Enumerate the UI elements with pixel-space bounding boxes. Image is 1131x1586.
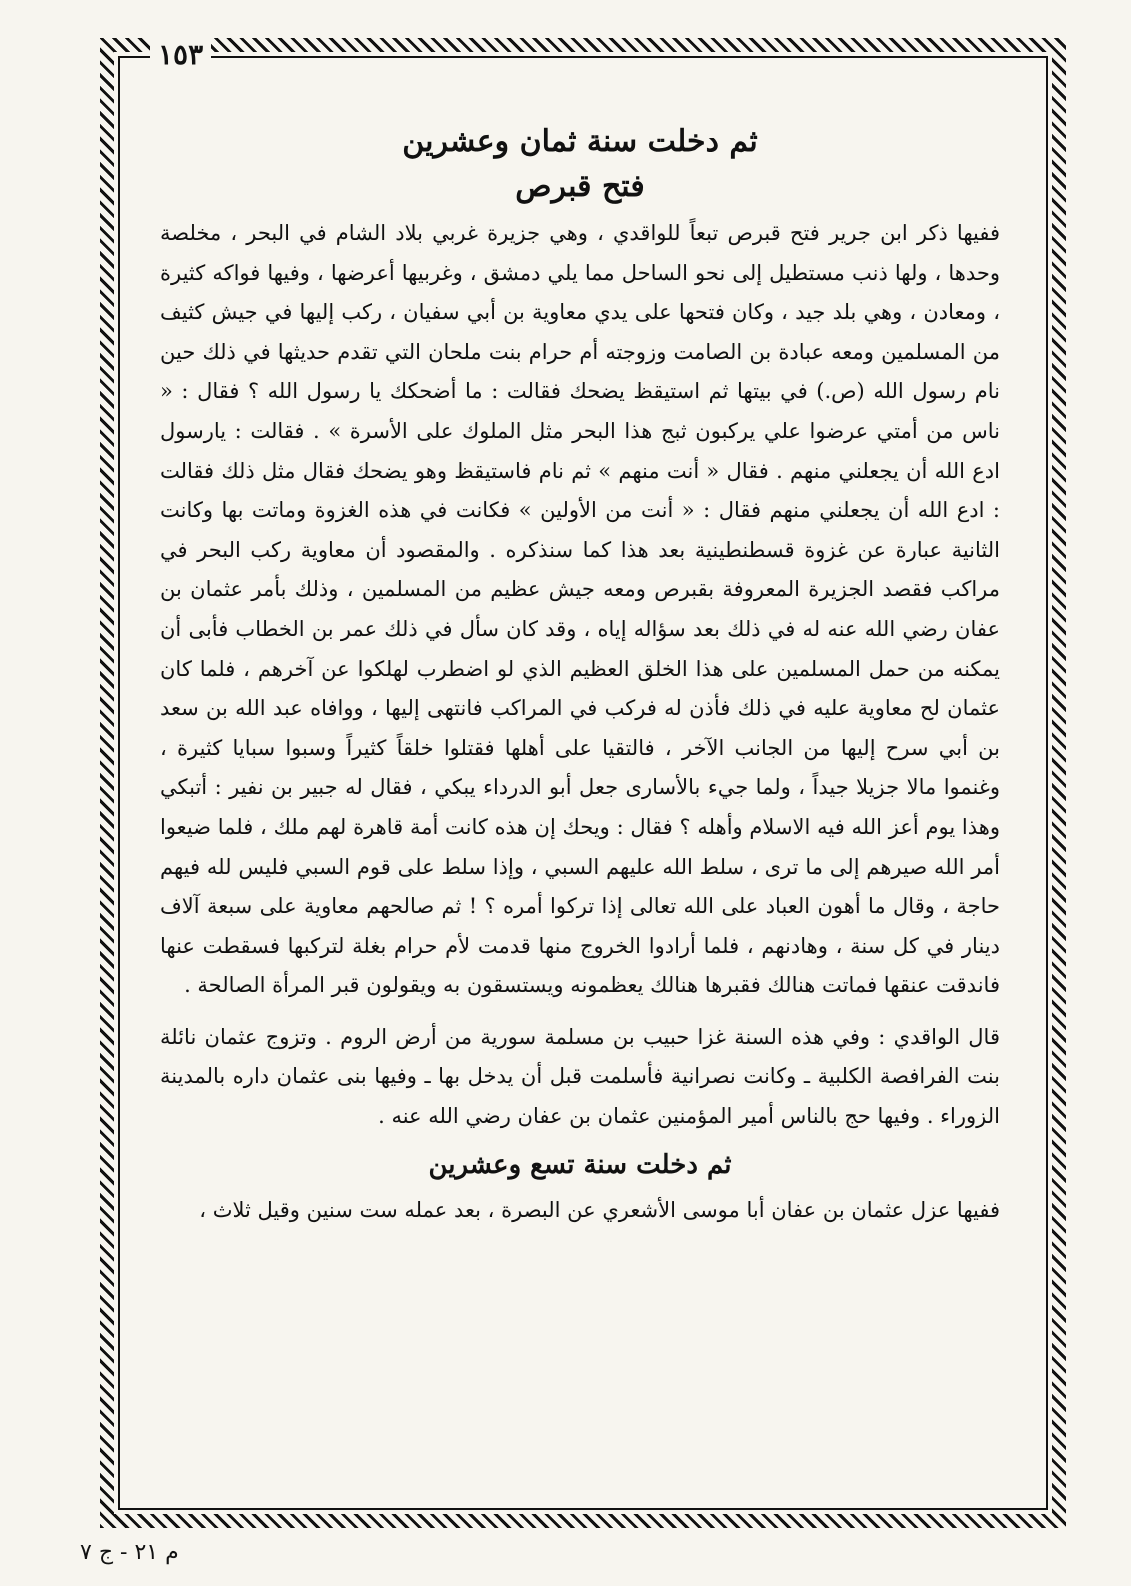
page-content — [160, 120, 1000, 1230]
footer-signature: م ٢١ - ج ٧ — [80, 1540, 179, 1565]
paragraph-waqidi: قال الواقدي : وفي هذه السنة غزا حبيب بن مسلمة سورية من أرض الروم . وتزوج عثمان نائلة بنت الفرافصة الكلبية ـ وكانت نصرانية فأسلمت قبل أن يدخل بها ـ وفيها بنى عثمان داره بالمدينة الزوراء . وفيها حج بالناس أمير المؤمنين عثمان بن عفان رضي الله عنه . — [160, 1024, 1000, 1129]
paragraph-year-29: ففيها عزل عثمان بن عفان أبا موسى الأشعري عن البصرة ، بعد عمله ست سنين وقيل ثلاث ، — [199, 1197, 1000, 1222]
paragraph-cyprus-conquest: ففيها ذكر ابن جرير فتح قبرص تبعاً للواقدي ، وهي جزيرة غربي بلاد الشام في البحر ، مخلصة وحدها ، ولها ذنب مستطيل إلى نحو الساحل مما يلي دمشق ، وغربيها أعرضها ، وفيها فواكه كثيرة ، ومعادن ، وهي بلد جيد ، وكان فتحها على يدي معاوية بن أبي سفيان ، ركب إليها في جيش كثيف من المسلمين ومعه عبادة بن الصامت وزوجته أم حرام بنت ملحان التي تقدم حديثها في ذلك حين نام رسول الله (ص.) في بيتها ثم استيقظ يضحك فقالت : ما أضحكك يا رسول الله ؟ فقال : « ناس من أمتي عرضوا علي يركبون ثبج هذا البحر مثل الملوك على الأسرة » . فقالت : يارسول ادع الله أن يجعلني منهم . فقال « أنت منهم » ثم نام فاستيقظ وهو يضحك فقال مثل ذلك فقالت : ادع الله أن يجعلني منهم فقال : « أنت من الأولين » فكانت في هذه الغزوة وماتت بها وكانت الثانية عبارة عن غزوة قسطنطينية بعد هذا كما سنذكره . والمقصود أن معاوية ركب البحر في مراكب فقصد الجزيرة المعروفة بقبرص ومعه جيش عظيم من المسلمين ، وذلك بأمر عثمان بن عفان رضي الله عنه له في ذلك بعد سؤاله إياه ، وقد كان سأل في ذلك عمر بن الخطاب فأبى أن يمكنه من حمل المسلمين على هذا الخلق العظيم الذي لو اضطرب لهلكوا عن آخرهم ، فلما كان عثمان لح معاوية عليه في ذلك فأذن له فركب في المراكب فانتهى إليها ، ووافاه عبد الله بن سعد بن أبي سرح إليها من الجانب الآخر ، فالتقيا على أهلها فقتلوا خلقاً كثيراً وسبوا سبايا كثيرة ، وغنموا مالا جزيلا جيداً ، ولما جيء بالأسارى جعل أبو الدرداء يبكي ، فقال له جبير بن نفير : أتبكي وهذا يوم أعز الله فيه الاسلام وأهله ؟ فقال : ويحك إن هذه كانت أمة قاهرة لهم ملك ، فلما ضيعوا أمر الله صيرهم إلى ما ترى ، سلط الله عليهم السبي ، وإذا سلط على قوم السبي فليس لله فيهم حاجة ، وقال ما أهون العباد على الله تعالى إذا تركوا أمره ؟ ! ثم صالحهم معاوية على سبعة آلاف دينار في كل سنة ، وهادنهم ، فلما أرادوا الخروج منها قدمت لأم حرام بغلة لتركبها فسقطت عنها فاندقت عنقها فماتت هنالك فقبرها هنالك يعظمونه ويستسقون به ويقولون قبر المرأة الصالحة . — [160, 221, 1000, 998]
section-title: ثم دخلت سنة ثمان وعشرين — [402, 124, 758, 159]
section-subtitle: فتح قبرص — [515, 169, 645, 204]
page-number: ١٥٣ — [150, 38, 211, 71]
section-title-29: ثم دخلت سنة تسع وعشرين — [428, 1149, 732, 1180]
